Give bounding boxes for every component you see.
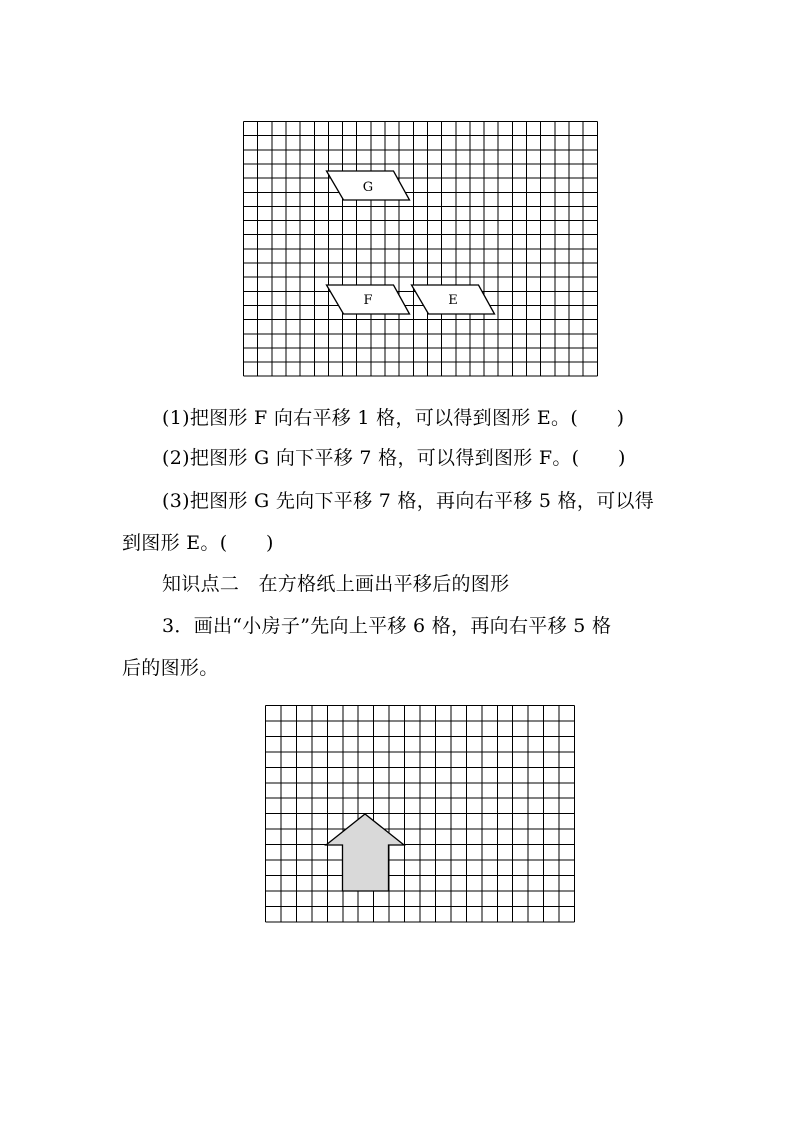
grid-lines bbox=[266, 706, 575, 922]
question-3-line-1: (3)把图形 G 先向下平移 7 格，再向右平移 5 格，可以得 bbox=[162, 490, 655, 512]
question-1: (1)把图形 F 向右平移 1 格，可以得到图形 E。( ) bbox=[162, 407, 625, 429]
house-shape bbox=[326, 814, 404, 891]
problem-3-line-1: 3．画出“小房子”先向上平移 6 格，再向右平移 5 格 bbox=[162, 615, 612, 637]
section-title: 知识点二 在方格纸上画出平移后的图形 bbox=[162, 573, 510, 595]
grid-figure-1 bbox=[242, 120, 598, 382]
parallelogram-f bbox=[327, 285, 410, 314]
parallelogram-g bbox=[327, 171, 410, 200]
shape-label-g: G bbox=[362, 180, 374, 195]
shape-label-f: F bbox=[363, 293, 373, 308]
grid-lines bbox=[244, 122, 598, 377]
problem-3-line-2: 后的图形。 bbox=[122, 657, 219, 679]
grid-figure-2 bbox=[264, 704, 576, 926]
shape-label-e: E bbox=[448, 293, 458, 308]
question-2: (2)把图形 G 向下平移 7 格，可以得到图形 F。( ) bbox=[162, 447, 626, 469]
question-3-line-2: 到图形 E。( ) bbox=[122, 532, 274, 554]
parallelogram-e bbox=[412, 285, 495, 314]
